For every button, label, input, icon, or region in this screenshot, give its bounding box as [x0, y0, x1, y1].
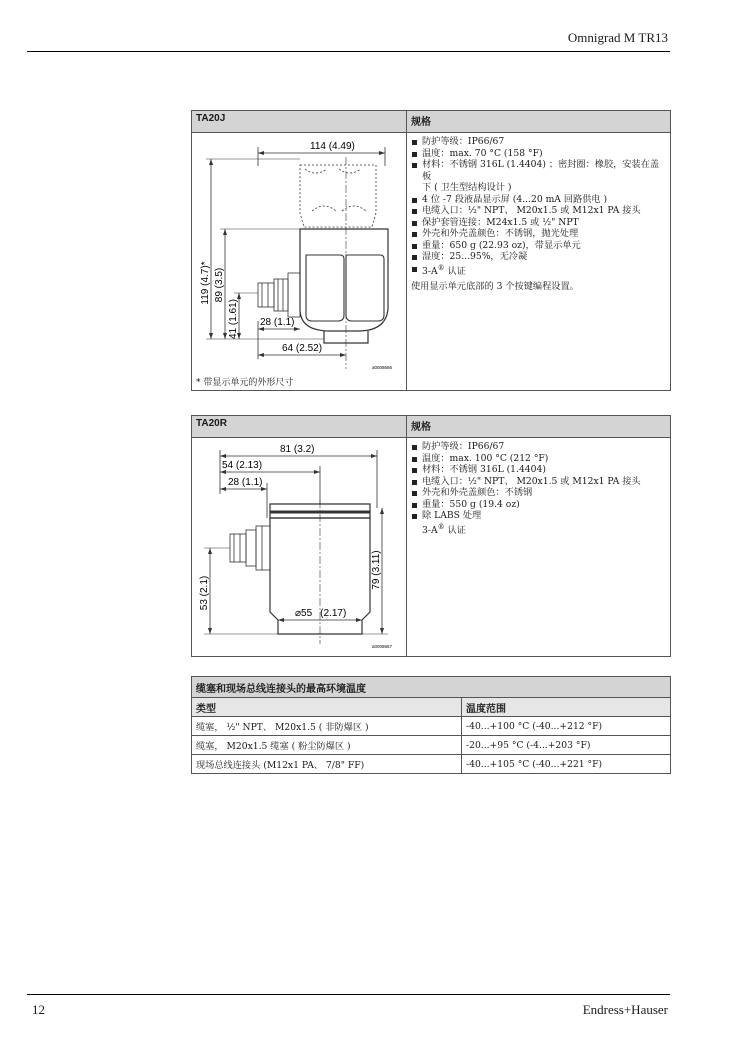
- ta20j-dim-height-total: 119 (4.7)*: [200, 261, 211, 305]
- table-cell-type: 缆塞， M20x1.5 缆塞 ( 粉尘防爆区 ): [192, 736, 462, 755]
- document-header-title: Omnigrad M TR13: [567, 30, 668, 45]
- table-row: [192, 755, 671, 774]
- ta20r-dim-diameter: [295, 608, 346, 619]
- table-cell-range: -40...+105 °C (-40...+221 °F): [462, 755, 671, 774]
- ta20j-figure-id: a0008666: [371, 365, 392, 370]
- column-header-type: 类型: [192, 698, 462, 717]
- list-item: 重量：650 g (22.93 oz)，带显示单元: [411, 240, 666, 252]
- ambient-temperature-table: [191, 676, 671, 774]
- list-item: 材料：不锈钢 316L (1.4404): [411, 464, 666, 476]
- footer-brand: Endress+Hauser: [582, 1002, 668, 1017]
- table-cell-type: 现场总线连接头 (M12x1 PA、 7/8" FF): [192, 755, 462, 774]
- ta20j-note: 使用显示单元底部的 3 个按键编程设置。: [411, 281, 579, 293]
- ta20j-dim-width-total: 114 (4.49): [310, 141, 355, 152]
- table-cell-range: -20...+95 °C (-4...+203 °F): [462, 736, 671, 755]
- ta20j-dimension-drawing: [192, 133, 398, 373]
- ta20j-title: TA20J: [192, 111, 407, 133]
- list-item-certification: [411, 263, 666, 278]
- ta20r-dim-offset: 28 (1.1): [228, 477, 263, 488]
- header-rule: [27, 51, 670, 52]
- list-item: 湿度：25...95%，无冷凝: [411, 251, 666, 263]
- column-header-range: 温度范围: [462, 698, 671, 717]
- ta20r-table: [191, 415, 671, 657]
- ta20j-spec-list: [411, 136, 666, 277]
- ta20j-specs-cell: [407, 133, 671, 391]
- list-item-certification: [411, 522, 666, 537]
- ta20r-figure-id: a0008667: [371, 644, 392, 649]
- page-number: 12: [32, 1002, 45, 1017]
- ta20r-specs-cell: [407, 438, 671, 657]
- ta20r-dim-height-left: 53 (2.1): [199, 575, 210, 611]
- list-item: 外壳和外壳盖颜色：不锈钢，抛光处理: [411, 228, 666, 240]
- table-row: [192, 717, 671, 736]
- ta20r-dimension-drawing: [192, 438, 398, 652]
- ta20r-spec-header: 规格: [407, 416, 671, 438]
- list-item: 温度：max. 70 °C (158 °F): [411, 148, 666, 160]
- diameter-symbol: ⌀: [295, 608, 302, 619]
- table-row: [192, 736, 671, 755]
- ta20r-figure-cell: [192, 438, 407, 657]
- cert-label: 认证: [444, 265, 466, 277]
- list-item: 电缆入口：½" NPT、 M20x1.5 或 M12x1 PA 接头: [411, 205, 666, 217]
- ta20j-caption: * 带显示单元的外形尺寸: [196, 378, 294, 388]
- ta20j-dim-height-low: 41 (1.61): [228, 298, 239, 340]
- cert-registered-mark: ®: [437, 263, 445, 272]
- list-item: 重量：550 g (19.4 oz): [411, 499, 666, 511]
- cert-text: 3-A: [422, 265, 438, 277]
- list-item: 除 LABS 处理: [411, 510, 666, 522]
- ta20r-dim-width-mid: 54 (2.13): [222, 460, 263, 471]
- list-item: 保护套管连接：M24x1.5 或 ½" NPT: [411, 217, 666, 229]
- cert-registered-mark: ®: [437, 522, 445, 531]
- list-item: 温度：max. 100 °C (212 °F): [411, 453, 666, 465]
- ta20j-dim-width-low: 64 (2.52): [282, 343, 323, 354]
- ta20r-dim-width-total: 81 (3.2): [280, 444, 315, 455]
- ta20j-dim-height-mid: 89 (3.5): [214, 267, 225, 303]
- footer-rule: [27, 994, 670, 995]
- list-item: 4 位 -7 段液晶显示屏 (4...20 mA 回路供电 ): [411, 194, 666, 206]
- ta20j-spec-header: 规格: [407, 111, 671, 133]
- ta20j-dim-offset: 28 (1.1): [260, 317, 295, 328]
- list-item: 外壳和外壳盖颜色：不锈钢: [411, 487, 666, 499]
- table-cell-range: -40...+100 °C (-40...+212 °F): [462, 717, 671, 736]
- table-cell-type: 缆塞， ½" NPT、 M20x1.5 ( 非防爆区 ): [192, 717, 462, 736]
- list-item: 材料：不锈钢 316L (1.4404) ；密封圈：橡胶，安装在盖板: [411, 159, 666, 182]
- list-item: 电缆入口：½" NPT、 M20x1.5 或 M12x1 PA 接头: [411, 476, 666, 488]
- list-item: 防护等级：IP66/67: [411, 441, 666, 453]
- ta20j-table: [191, 110, 671, 391]
- cert-label: 认证: [444, 524, 466, 536]
- diameter-mm: 55: [301, 608, 313, 619]
- ta20j-figure-cell: [192, 133, 407, 391]
- diameter-inch: (2.17): [320, 608, 347, 619]
- ta20r-dim-height-right: 79 (3.11): [371, 550, 382, 590]
- ta20r-spec-list: [411, 441, 666, 536]
- list-item: 防护等级：IP66/67: [411, 136, 666, 148]
- ambient-table-title: 缆塞和现场总线连接头的最高环境温度: [192, 677, 671, 698]
- list-item-continuation: 下 ( 卫生型结构设计 ): [422, 182, 512, 193]
- cert-text: 3-A: [422, 524, 438, 536]
- ta20r-title: TA20R: [192, 416, 407, 438]
